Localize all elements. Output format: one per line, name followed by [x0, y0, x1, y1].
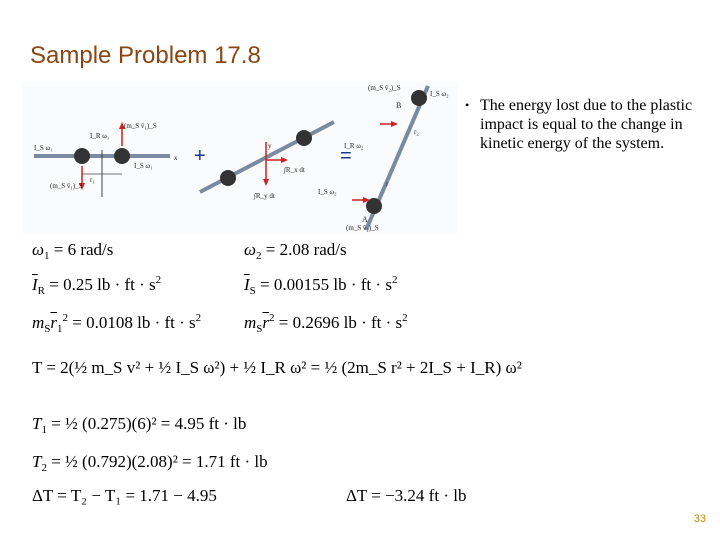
sphere-left-impulse	[220, 170, 236, 186]
equation-delta-T-result: ΔT = −3.24 ft · lb	[346, 486, 467, 505]
equation-T1: $T_1$ = ½ (0.275)(6)² = 4.95 ft · lb	[32, 414, 247, 436]
fig-label: r	[386, 180, 389, 188]
page-number: 33	[693, 513, 706, 525]
sphere-top-final	[411, 90, 427, 106]
sphere-right-impulse	[296, 130, 312, 146]
fig-label: ∫R_y dt	[254, 192, 275, 200]
fig-label: I_S ω₂	[318, 188, 337, 196]
equation-IS: $\overline{I}_S = 0.00155$ lb · ft · $s^2$	[244, 274, 398, 297]
equation-IR: $\overline{I}_R = 0.25$ lb · ft · $s^2$	[32, 274, 162, 297]
fig-label: (m_S v̄₁)_S	[50, 182, 83, 190]
equals-sign: =	[340, 145, 352, 167]
fig-label: r₁	[90, 176, 95, 184]
equation-omega1: $\omega_1 = 6$ rad/s	[32, 240, 114, 262]
fig-label: (m_S v̄₁)_S	[124, 122, 157, 130]
fig-label: (m_S v̄₂)_S	[368, 84, 401, 92]
fig-label: r₂	[414, 128, 419, 136]
fig-label: I_R ω₂	[344, 142, 364, 150]
fig-label: I_R ω₁	[90, 132, 110, 140]
equation-msr2: $m_S\overline{r}^2 = 0.2696$ lb · ft · $s^2$	[244, 312, 408, 335]
equation-kinetic-energy: T = 2(½ m_S v² + ½ I_S ω²) + ½ I_R ω² = ½ (2m_S r² + 2I_S + I_R) ω²	[32, 358, 522, 377]
sphere-right-initial	[114, 148, 130, 164]
fig-label: I_S ω₂	[430, 90, 449, 98]
bullet-text: The energy lost due to the plastic impact is equal to the change in kinetic energy of the system.	[480, 97, 693, 152]
equation-delta-T: ΔT = T₂ − T₁ = 1.71 − 4.95	[32, 486, 217, 505]
plus-sign: +	[194, 145, 206, 167]
fig-label: ∫R_x dt	[284, 166, 305, 174]
equation-omega2: $\omega_2 = 2.08$ rad/s	[244, 240, 347, 262]
sphere-left-initial	[74, 148, 90, 164]
fig-label: I_S ω₁	[34, 144, 53, 152]
fig-label: y	[268, 142, 272, 150]
fig-label: I_S ω₁	[134, 162, 153, 170]
fig-label: x	[174, 154, 178, 162]
diagram-svg	[22, 82, 458, 234]
fig-label: (m_S v̄₂)_S	[346, 224, 379, 232]
equation-msr1: $m_S\overline{r}_1^2 = 0.0108$ lb · ft · $s^2$	[32, 312, 202, 335]
slide-title: Sample Problem 17.8	[30, 42, 261, 69]
impulse-momentum-diagram	[22, 82, 458, 234]
fig-label: A	[362, 215, 368, 224]
fig-label: B	[396, 101, 402, 110]
bullet-dot: •	[465, 98, 470, 112]
equation-T2: $T_2$ = ½ (0.792)(2.08)² = 1.71 ft · lb	[32, 452, 268, 474]
bullet-point	[465, 96, 710, 153]
